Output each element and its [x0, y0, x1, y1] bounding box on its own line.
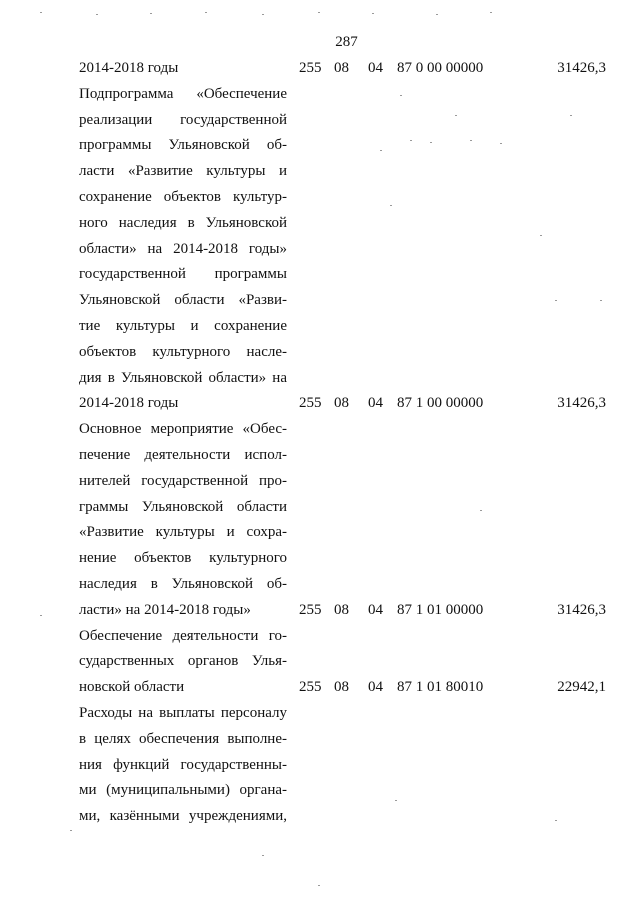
admin-code: 255: [299, 679, 322, 696]
scan-speck: [395, 800, 397, 801]
table-row: [0, 445, 640, 471]
scan-speck: [205, 12, 207, 13]
amount: 31426,3: [557, 395, 606, 412]
scan-speck: [262, 14, 264, 15]
section-code: 08: [334, 679, 349, 696]
scan-speck: [318, 12, 320, 13]
scan-speck: [96, 14, 98, 15]
table-row: [0, 471, 640, 497]
section-code: 08: [334, 395, 349, 412]
subsection-code: 04: [368, 679, 383, 696]
scan-speck: [490, 12, 492, 13]
admin-code: 255: [299, 60, 322, 76]
row-description: ми, казёнными учреждениями,: [79, 808, 287, 825]
table-row: [0, 651, 640, 677]
scan-speck: [540, 235, 542, 236]
table-row: [0, 393, 640, 419]
target-article-code: 87 0 00 00000: [397, 60, 484, 76]
section-code: 08: [334, 60, 349, 76]
table-row: [0, 135, 640, 161]
row-description: граммы Ульяновской области: [79, 498, 287, 515]
admin-code: 255: [299, 601, 322, 618]
scan-speck: [436, 14, 438, 15]
row-description: области» на 2014-2018 годы»: [79, 240, 287, 257]
scan-speck: [430, 142, 432, 143]
table-row: [0, 522, 640, 548]
table-row: [0, 290, 640, 316]
row-description: Основное мероприятие «Обес-: [79, 421, 287, 438]
admin-code: 255: [299, 395, 322, 412]
table-row: [0, 548, 640, 574]
table-row: [0, 600, 640, 626]
row-description: «Развитие культуры и сохра-: [79, 524, 287, 541]
scan-speck: [40, 12, 42, 13]
table-row: [0, 780, 640, 806]
target-article-code: 87 1 01 80010: [397, 679, 484, 696]
table-row: [0, 755, 640, 781]
subsection-code: 04: [368, 60, 383, 76]
table-row: [0, 161, 640, 187]
table-row: [0, 806, 640, 832]
table-row: [0, 497, 640, 523]
table-row: [0, 316, 640, 342]
row-description: нителей государственной про-: [79, 472, 287, 489]
scan-speck: [400, 95, 402, 96]
table-row: [0, 729, 640, 755]
scan-speck: [455, 115, 457, 116]
amount: 31426,3: [557, 60, 606, 76]
row-description: ного наследия в Ульяновской: [79, 214, 287, 231]
table-row: [0, 84, 640, 110]
row-description: ласти «Развитие культуры и: [79, 163, 287, 180]
row-description: нение объектов культурного: [79, 550, 287, 567]
table-row: [0, 703, 640, 729]
scan-speck: [410, 140, 412, 141]
amount: 22942,1: [557, 679, 606, 696]
row-description: в целях обеспечения выполне-: [79, 730, 287, 747]
scan-speck: [470, 140, 472, 141]
row-description: Подпрограмма «Обеспечение: [79, 85, 287, 102]
scan-speck: [40, 615, 42, 616]
target-article-code: 87 1 01 00000: [397, 601, 484, 618]
row-description: сударственных органов Улья-: [79, 653, 287, 670]
row-description: программы Ульяновской об-: [79, 137, 287, 154]
row-description: тие культуры и сохранение: [79, 318, 287, 334]
row-description: Ульяновской области «Разви-: [79, 292, 287, 309]
scan-speck: [150, 13, 152, 14]
table-row: [0, 264, 640, 290]
scan-speck: [262, 855, 264, 856]
scan-speck: [570, 115, 572, 116]
table-row: [0, 239, 640, 265]
table-row: [0, 368, 640, 394]
scan-speck: [555, 820, 557, 821]
subsection-code: 04: [368, 601, 383, 618]
subsection-code: 04: [368, 395, 383, 412]
table-row: [0, 677, 640, 703]
row-description: наследия в Ульяновской об-: [79, 576, 287, 592]
row-description: реализации государственной: [79, 111, 287, 128]
table-row: [0, 626, 640, 652]
row-description: объектов культурного насле-: [79, 343, 287, 360]
row-description: ласти» на 2014-2018 годы»: [79, 601, 251, 618]
table-row: [0, 187, 640, 213]
table-row: [0, 110, 640, 136]
table-row: [0, 213, 640, 239]
scan-speck: [500, 143, 502, 144]
scan-speck: [318, 885, 320, 886]
table-row: [0, 342, 640, 368]
row-description: новской области: [79, 679, 185, 696]
row-description: государственной программы: [79, 266, 287, 283]
table-row: [0, 58, 640, 84]
amount: 31426,3: [557, 601, 606, 618]
scan-speck: [380, 150, 382, 151]
page-number: 287: [335, 34, 358, 50]
scan-speck: [555, 300, 557, 301]
target-article-code: 87 1 00 00000: [397, 395, 484, 412]
scan-speck: [480, 510, 482, 511]
row-description: 2014-2018 годы: [79, 60, 179, 76]
row-description: 2014-2018 годы: [79, 395, 179, 412]
scan-speck: [390, 205, 392, 206]
table-row: [0, 574, 640, 600]
scan-speck: [70, 830, 72, 831]
row-description: ми (муниципальными) органа-: [79, 782, 287, 799]
section-code: 08: [334, 601, 349, 618]
scan-speck: [600, 300, 602, 301]
table-row: [0, 419, 640, 445]
row-description: сохранение объектов культур-: [79, 189, 287, 205]
row-description: печение деятельности испол-: [79, 447, 287, 463]
row-description: Расходы на выплаты персоналу: [79, 705, 287, 721]
scan-speck: [372, 13, 374, 14]
row-description: дия в Ульяновской области» на: [79, 369, 287, 386]
row-description: ния функций государственны-: [79, 756, 287, 773]
row-description: Обеспечение деятельности го-: [79, 627, 287, 644]
